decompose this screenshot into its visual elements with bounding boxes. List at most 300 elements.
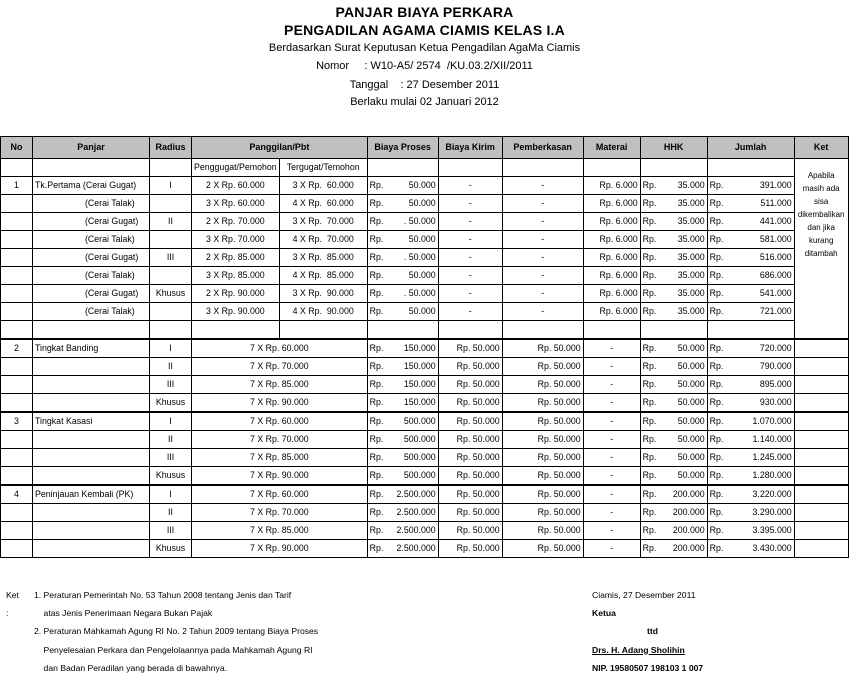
row-jumlah: [707, 540, 794, 558]
currency-label: Rp.: [642, 198, 657, 208]
currency-label: Rp.: [369, 470, 384, 480]
currency-label: Rp.: [709, 270, 724, 280]
row-radius: I: [150, 177, 192, 195]
empty-cell: [794, 358, 848, 376]
currency-label: Rp.: [642, 216, 657, 226]
row-biaya-proses: [367, 195, 438, 213]
col-panggilan: Panggilan/Pbt: [192, 137, 368, 159]
currency-label: Rp.: [709, 470, 724, 480]
row-biaya-proses: [367, 213, 438, 231]
currency-label: Rp.: [642, 470, 657, 480]
currency-label: Rp.: [369, 288, 384, 298]
row-materai: -: [583, 467, 640, 486]
row-panggilan: 7 X Rp. 70.000: [192, 431, 368, 449]
amount: 35.000: [677, 234, 705, 244]
currency-label: Rp.: [709, 489, 724, 499]
empty-cell: [367, 321, 438, 340]
empty-cell: [583, 159, 640, 177]
row-materai: Rp. 6.000: [583, 267, 640, 285]
row-panjar: (Cerai Talak): [33, 303, 150, 321]
row-jumlah: [707, 485, 794, 504]
row-panjar: (Cerai Gugat): [33, 285, 150, 303]
row-panjar: (Cerai Talak): [33, 231, 150, 249]
row-panjar: [33, 522, 150, 540]
row-no: 3: [1, 412, 33, 431]
notes-label: Ket :: [6, 590, 19, 619]
signature-name: Drs. H. Adang Sholihin: [592, 644, 685, 655]
note-line: dan Badan Peradilan yang berada di bawahnya.: [34, 662, 228, 673]
row-materai: -: [583, 394, 640, 413]
row-biaya-kirim: Rp. 50.000: [438, 467, 502, 486]
row-hhk: [640, 339, 707, 358]
row-panggilan: 7 X Rp. 60.000: [192, 412, 368, 431]
row-no: [1, 358, 33, 376]
table-row: [1, 485, 849, 504]
row-biaya-kirim: Rp. 50.000: [438, 376, 502, 394]
currency-label: Rp.: [642, 361, 657, 371]
amount: 1.280.000: [752, 470, 792, 480]
row-radius: Khusus: [150, 467, 192, 486]
amount: 50.000: [677, 416, 705, 426]
table-row: [1, 249, 849, 267]
amount: 3.430.000: [752, 543, 792, 553]
row-no: [1, 449, 33, 467]
amount: 150.000: [403, 397, 436, 407]
row-biaya-proses: [367, 540, 438, 558]
currency-label: Rp.: [709, 416, 724, 426]
currency-label: Rp.: [709, 306, 724, 316]
table-row: [1, 467, 849, 486]
row-materai: Rp. 6.000: [583, 213, 640, 231]
amount: 50.000: [677, 397, 705, 407]
currency-label: Rp.: [369, 180, 384, 190]
row-radius: [150, 231, 192, 249]
currency-label: Rp.: [709, 252, 724, 262]
amount: 35.000: [677, 252, 705, 262]
table-row: [1, 540, 849, 558]
row-biaya-proses: [367, 249, 438, 267]
ket-note: Apabila masih ada sisa dikembalikan dan jika kurang ditambah: [794, 159, 848, 340]
row-materai: -: [583, 431, 640, 449]
amount: 2.500.000: [396, 489, 436, 499]
row-tergugat: 3 X Rp. 85.000: [279, 249, 367, 267]
decree-date: Tanggal : 27 Desember 2011: [349, 79, 500, 91]
row-pemberkasan: Rp. 50.000: [502, 339, 583, 358]
empty-cell: [794, 522, 848, 540]
row-radius: I: [150, 485, 192, 504]
row-penggugat: 3 X Rp. 85.000: [192, 267, 280, 285]
currency-label: Rp.: [642, 434, 657, 444]
row-panjar: [33, 540, 150, 558]
signature-block: [592, 586, 703, 677]
row-hhk: [640, 467, 707, 486]
row-panjar: [33, 376, 150, 394]
signature-place-date: Ciamis, 27 Desember 2011: [592, 590, 696, 600]
row-hhk: [640, 504, 707, 522]
row-hhk: [640, 285, 707, 303]
row-hhk: [640, 213, 707, 231]
row-biaya-proses: [367, 358, 438, 376]
currency-label: Rp.: [369, 306, 384, 316]
col-hhk: HHK: [640, 137, 707, 159]
row-materai: Rp. 6.000: [583, 249, 640, 267]
currency-label: Rp.: [369, 525, 384, 535]
col-biaya-proses: Biaya Proses: [367, 137, 438, 159]
amount: 35.000: [677, 180, 705, 190]
row-radius: [150, 267, 192, 285]
empty-cell: [279, 321, 367, 340]
row-hhk: [640, 303, 707, 321]
row-radius: I: [150, 339, 192, 358]
amount: 1.245.000: [752, 452, 792, 462]
currency-label: Rp.: [709, 452, 724, 462]
row-panjar: Tingkat Banding: [33, 339, 150, 358]
empty-cell: [1, 321, 33, 340]
signature-nip: NIP. 19580507 198103 1 007: [592, 662, 704, 673]
table-row: [1, 339, 849, 358]
panggilan-subheader: [1, 159, 849, 177]
table-row: [1, 358, 849, 376]
currency-label: Rp.: [642, 416, 657, 426]
amount: 35.000: [677, 306, 705, 316]
currency-label: Rp.: [369, 216, 384, 226]
currency-label: Rp.: [642, 489, 657, 499]
row-panggilan: 7 X Rp. 85.000: [192, 376, 368, 394]
row-pemberkasan: Rp. 50.000: [502, 394, 583, 413]
empty-cell: [150, 321, 192, 340]
currency-label: Rp.: [369, 270, 384, 280]
amount: 50.000: [677, 343, 705, 353]
col-radius: Radius: [150, 137, 192, 159]
row-materai: -: [583, 449, 640, 467]
row-biaya-proses: [367, 431, 438, 449]
amount: 50.000: [677, 452, 705, 462]
empty-cell: [438, 159, 502, 177]
row-panjar: Tk.Pertama (Cerai Gugat): [33, 177, 150, 195]
row-jumlah: [707, 249, 794, 267]
amount: 2.500.000: [396, 525, 436, 535]
row-tergugat: 4 X Rp. 85.000: [279, 267, 367, 285]
amount: 500.000: [403, 452, 436, 462]
currency-label: Rp.: [709, 543, 724, 553]
currency-label: Rp.: [369, 252, 384, 262]
row-hhk: [640, 249, 707, 267]
amount: 790.000: [759, 361, 792, 371]
row-biaya-kirim: Rp. 50.000: [438, 394, 502, 413]
amount: 581.000: [759, 234, 792, 244]
row-materai: -: [583, 358, 640, 376]
row-biaya-kirim: -: [438, 231, 502, 249]
currency-label: Rp.: [642, 234, 657, 244]
row-penggugat: 3 X Rp. 60.000: [192, 195, 280, 213]
empty-cell: [794, 412, 848, 431]
row-materai: -: [583, 522, 640, 540]
row-biaya-proses: [367, 285, 438, 303]
empty-cell: [794, 376, 848, 394]
row-no: [1, 467, 33, 486]
amount: 500.000: [403, 434, 436, 444]
currency-label: Rp.: [642, 507, 657, 517]
row-penggugat: 2 X Rp. 70.000: [192, 213, 280, 231]
row-no: [1, 231, 33, 249]
row-jumlah: [707, 177, 794, 195]
empty-cell: [33, 321, 150, 340]
amount: 3.395.000: [752, 525, 792, 535]
currency-label: Rp.: [369, 198, 384, 208]
empty-cell: [794, 485, 848, 504]
note-line: 1. Peraturan Pemerintah No. 53 Tahun 2008 tentang Jenis dan Tarif: [34, 590, 292, 600]
row-radius: II: [150, 358, 192, 376]
court-name: PENGADILAN AGAMA CIAMIS KELAS I.A: [284, 22, 565, 38]
empty-cell: [707, 321, 794, 340]
row-biaya-proses: [367, 231, 438, 249]
currency-label: Rp.: [642, 270, 657, 280]
row-radius: Khusus: [150, 285, 192, 303]
row-panggilan: 7 X Rp. 85.000: [192, 449, 368, 467]
row-panggilan: 7 X Rp. 60.000: [192, 485, 368, 504]
currency-label: Rp.: [709, 180, 724, 190]
row-jumlah: [707, 376, 794, 394]
row-materai: -: [583, 485, 640, 504]
row-panggilan: 7 X Rp. 70.000: [192, 358, 368, 376]
row-biaya-kirim: Rp. 50.000: [438, 522, 502, 540]
amount: 516.000: [759, 252, 792, 262]
amount: 50.000: [408, 234, 436, 244]
empty-cell: [707, 159, 794, 177]
currency-label: Rp.: [369, 397, 384, 407]
row-hhk: [640, 376, 707, 394]
row-pemberkasan: -: [502, 195, 583, 213]
row-jumlah: [707, 267, 794, 285]
signature-ttd: ttd: [647, 626, 658, 637]
row-tergugat: 3 X Rp. 60.000: [279, 177, 367, 195]
empty-cell: [794, 467, 848, 486]
row-radius: III: [150, 249, 192, 267]
row-no: 2: [1, 339, 33, 358]
row-hhk: [640, 485, 707, 504]
row-biaya-proses: [367, 504, 438, 522]
table-row: [1, 177, 849, 195]
row-biaya-kirim: Rp. 50.000: [438, 431, 502, 449]
currency-label: Rp.: [642, 180, 657, 190]
row-biaya-proses: [367, 449, 438, 467]
table-row: [1, 376, 849, 394]
amount: 200.000: [672, 525, 705, 535]
amount: 50.000: [408, 180, 436, 190]
row-biaya-kirim: Rp. 50.000: [438, 504, 502, 522]
amount: 391.000: [759, 180, 792, 190]
row-biaya-kirim: Rp. 50.000: [438, 540, 502, 558]
row-radius: III: [150, 376, 192, 394]
table-row: [1, 231, 849, 249]
currency-label: Rp.: [369, 361, 384, 371]
row-no: 1: [1, 177, 33, 195]
currency-label: Rp.: [709, 379, 724, 389]
note-line: atas Jenis Penerimaan Negara Bukan Pajak: [34, 608, 213, 619]
amount: 721.000: [759, 306, 792, 316]
row-no: [1, 195, 33, 213]
empty-cell: [640, 321, 707, 340]
currency-label: Rp.: [642, 252, 657, 262]
row-pemberkasan: Rp. 50.000: [502, 376, 583, 394]
note-line: 2. Peraturan Mahkamah Agung RI No. 2 Tahun 2009 tentang Biaya Proses: [34, 626, 319, 637]
amount: 200.000: [672, 507, 705, 517]
row-pemberkasan: -: [502, 231, 583, 249]
amount: 541.000: [759, 288, 792, 298]
amount: 930.000: [759, 397, 792, 407]
row-no: [1, 394, 33, 413]
row-jumlah: [707, 195, 794, 213]
row-radius: II: [150, 431, 192, 449]
empty-cell: [438, 321, 502, 340]
row-panjar: (Cerai Talak): [33, 267, 150, 285]
row-hhk: [640, 540, 707, 558]
empty-cell: [583, 321, 640, 340]
row-jumlah: [707, 213, 794, 231]
decree-basis: Berdasarkan Surat Keputusan Ketua Pengadilan AgaMa Ciamis: [268, 42, 581, 54]
row-penggugat: 3 X Rp. 70.000: [192, 231, 280, 249]
row-hhk: [640, 522, 707, 540]
col-biaya-kirim: Biaya Kirim: [438, 137, 502, 159]
row-radius: Khusus: [150, 394, 192, 413]
table-row: [1, 431, 849, 449]
row-biaya-proses: [367, 177, 438, 195]
row-pemberkasan: -: [502, 303, 583, 321]
row-biaya-kirim: -: [438, 177, 502, 195]
row-hhk: [640, 358, 707, 376]
amount: 50.000: [677, 434, 705, 444]
amount: . 50.000: [403, 288, 436, 298]
amount: 200.000: [672, 489, 705, 499]
amount: 720.000: [759, 343, 792, 353]
row-no: [1, 504, 33, 522]
currency-label: Rp.: [642, 397, 657, 407]
currency-label: Rp.: [369, 343, 384, 353]
currency-label: Rp.: [369, 452, 384, 462]
row-tergugat: 4 X Rp. 90.000: [279, 303, 367, 321]
row-pemberkasan: -: [502, 285, 583, 303]
amount: 35.000: [677, 198, 705, 208]
row-penggugat: 3 X Rp. 90.000: [192, 303, 280, 321]
row-tergugat: 4 X Rp. 60.000: [279, 195, 367, 213]
row-pemberkasan: Rp. 50.000: [502, 412, 583, 431]
row-pemberkasan: Rp. 50.000: [502, 431, 583, 449]
col-jumlah: Jumlah: [707, 137, 794, 159]
row-no: 4: [1, 485, 33, 504]
amount: 1.140.000: [752, 434, 792, 444]
row-pemberkasan: Rp. 50.000: [502, 467, 583, 486]
amount: 3.220.000: [752, 489, 792, 499]
row-materai: Rp. 6.000: [583, 177, 640, 195]
empty-cell: [192, 321, 280, 340]
row-pemberkasan: -: [502, 249, 583, 267]
row-penggugat: 2 X Rp. 90.000: [192, 285, 280, 303]
row-panjar: Peninjauan Kembali (PK): [33, 485, 150, 504]
row-biaya-proses: [367, 267, 438, 285]
currency-label: Rp.: [369, 434, 384, 444]
row-biaya-proses: [367, 339, 438, 358]
row-biaya-proses: [367, 522, 438, 540]
table-row: [1, 285, 849, 303]
row-pemberkasan: Rp. 50.000: [502, 540, 583, 558]
amount: 500.000: [403, 416, 436, 426]
row-tergugat: 4 X Rp. 70.000: [279, 231, 367, 249]
amount: 511.000: [760, 198, 792, 208]
row-materai: Rp. 6.000: [583, 231, 640, 249]
col-pemberkasan: Pemberkasan: [502, 137, 583, 159]
row-jumlah: [707, 431, 794, 449]
amount: 50.000: [408, 306, 436, 316]
row-jumlah: [707, 467, 794, 486]
row-hhk: [640, 431, 707, 449]
row-biaya-kirim: Rp. 50.000: [438, 339, 502, 358]
table-row: [1, 449, 849, 467]
row-hhk: [640, 231, 707, 249]
empty-cell: [794, 339, 848, 358]
row-hhk: [640, 177, 707, 195]
currency-label: Rp.: [709, 216, 724, 226]
note-line: Penyelesaian Perkara dan Pengelolaannya pada Mahkamah Agung RI: [34, 644, 313, 655]
row-biaya-kirim: -: [438, 195, 502, 213]
row-jumlah: [707, 504, 794, 522]
col-panjar: Panjar: [33, 137, 150, 159]
table-row: [1, 412, 849, 431]
row-hhk: [640, 394, 707, 413]
currency-label: Rp.: [642, 343, 657, 353]
amount: 1.070.000: [752, 416, 792, 426]
currency-label: Rp.: [642, 306, 657, 316]
row-radius: [150, 303, 192, 321]
row-jumlah: [707, 358, 794, 376]
row-panggilan: 7 X Rp. 90.000: [192, 394, 368, 413]
row-jumlah: [707, 394, 794, 413]
amount: 50.000: [677, 470, 705, 480]
currency-label: Rp.: [709, 288, 724, 298]
amount: 895.000: [759, 379, 792, 389]
row-materai: -: [583, 376, 640, 394]
currency-label: Rp.: [369, 234, 384, 244]
amount: 35.000: [677, 288, 705, 298]
row-biaya-proses: [367, 376, 438, 394]
empty-cell: [794, 394, 848, 413]
row-panjar: [33, 504, 150, 522]
row-pemberkasan: -: [502, 213, 583, 231]
row-panjar: [33, 394, 150, 413]
empty-cell: [33, 159, 150, 177]
row-no: [1, 267, 33, 285]
row-biaya-proses: [367, 394, 438, 413]
currency-label: Rp.: [709, 343, 724, 353]
row-panjar: [33, 431, 150, 449]
row-biaya-proses: [367, 412, 438, 431]
row-radius: [150, 195, 192, 213]
row-materai: -: [583, 540, 640, 558]
row-panjar: (Cerai Talak): [33, 195, 150, 213]
row-pemberkasan: Rp. 50.000: [502, 522, 583, 540]
empty-cell: [794, 540, 848, 558]
amount: 35.000: [677, 216, 705, 226]
amount: 35.000: [677, 270, 705, 280]
empty-cell: [150, 159, 192, 177]
row-pemberkasan: Rp. 50.000: [502, 358, 583, 376]
amount: . 50.000: [403, 216, 436, 226]
row-panjar: (Cerai Gugat): [33, 213, 150, 231]
amount: 150.000: [403, 343, 436, 353]
row-pemberkasan: Rp. 50.000: [502, 485, 583, 504]
row-materai: Rp. 6.000: [583, 303, 640, 321]
currency-label: Rp.: [642, 379, 657, 389]
row-radius: III: [150, 522, 192, 540]
